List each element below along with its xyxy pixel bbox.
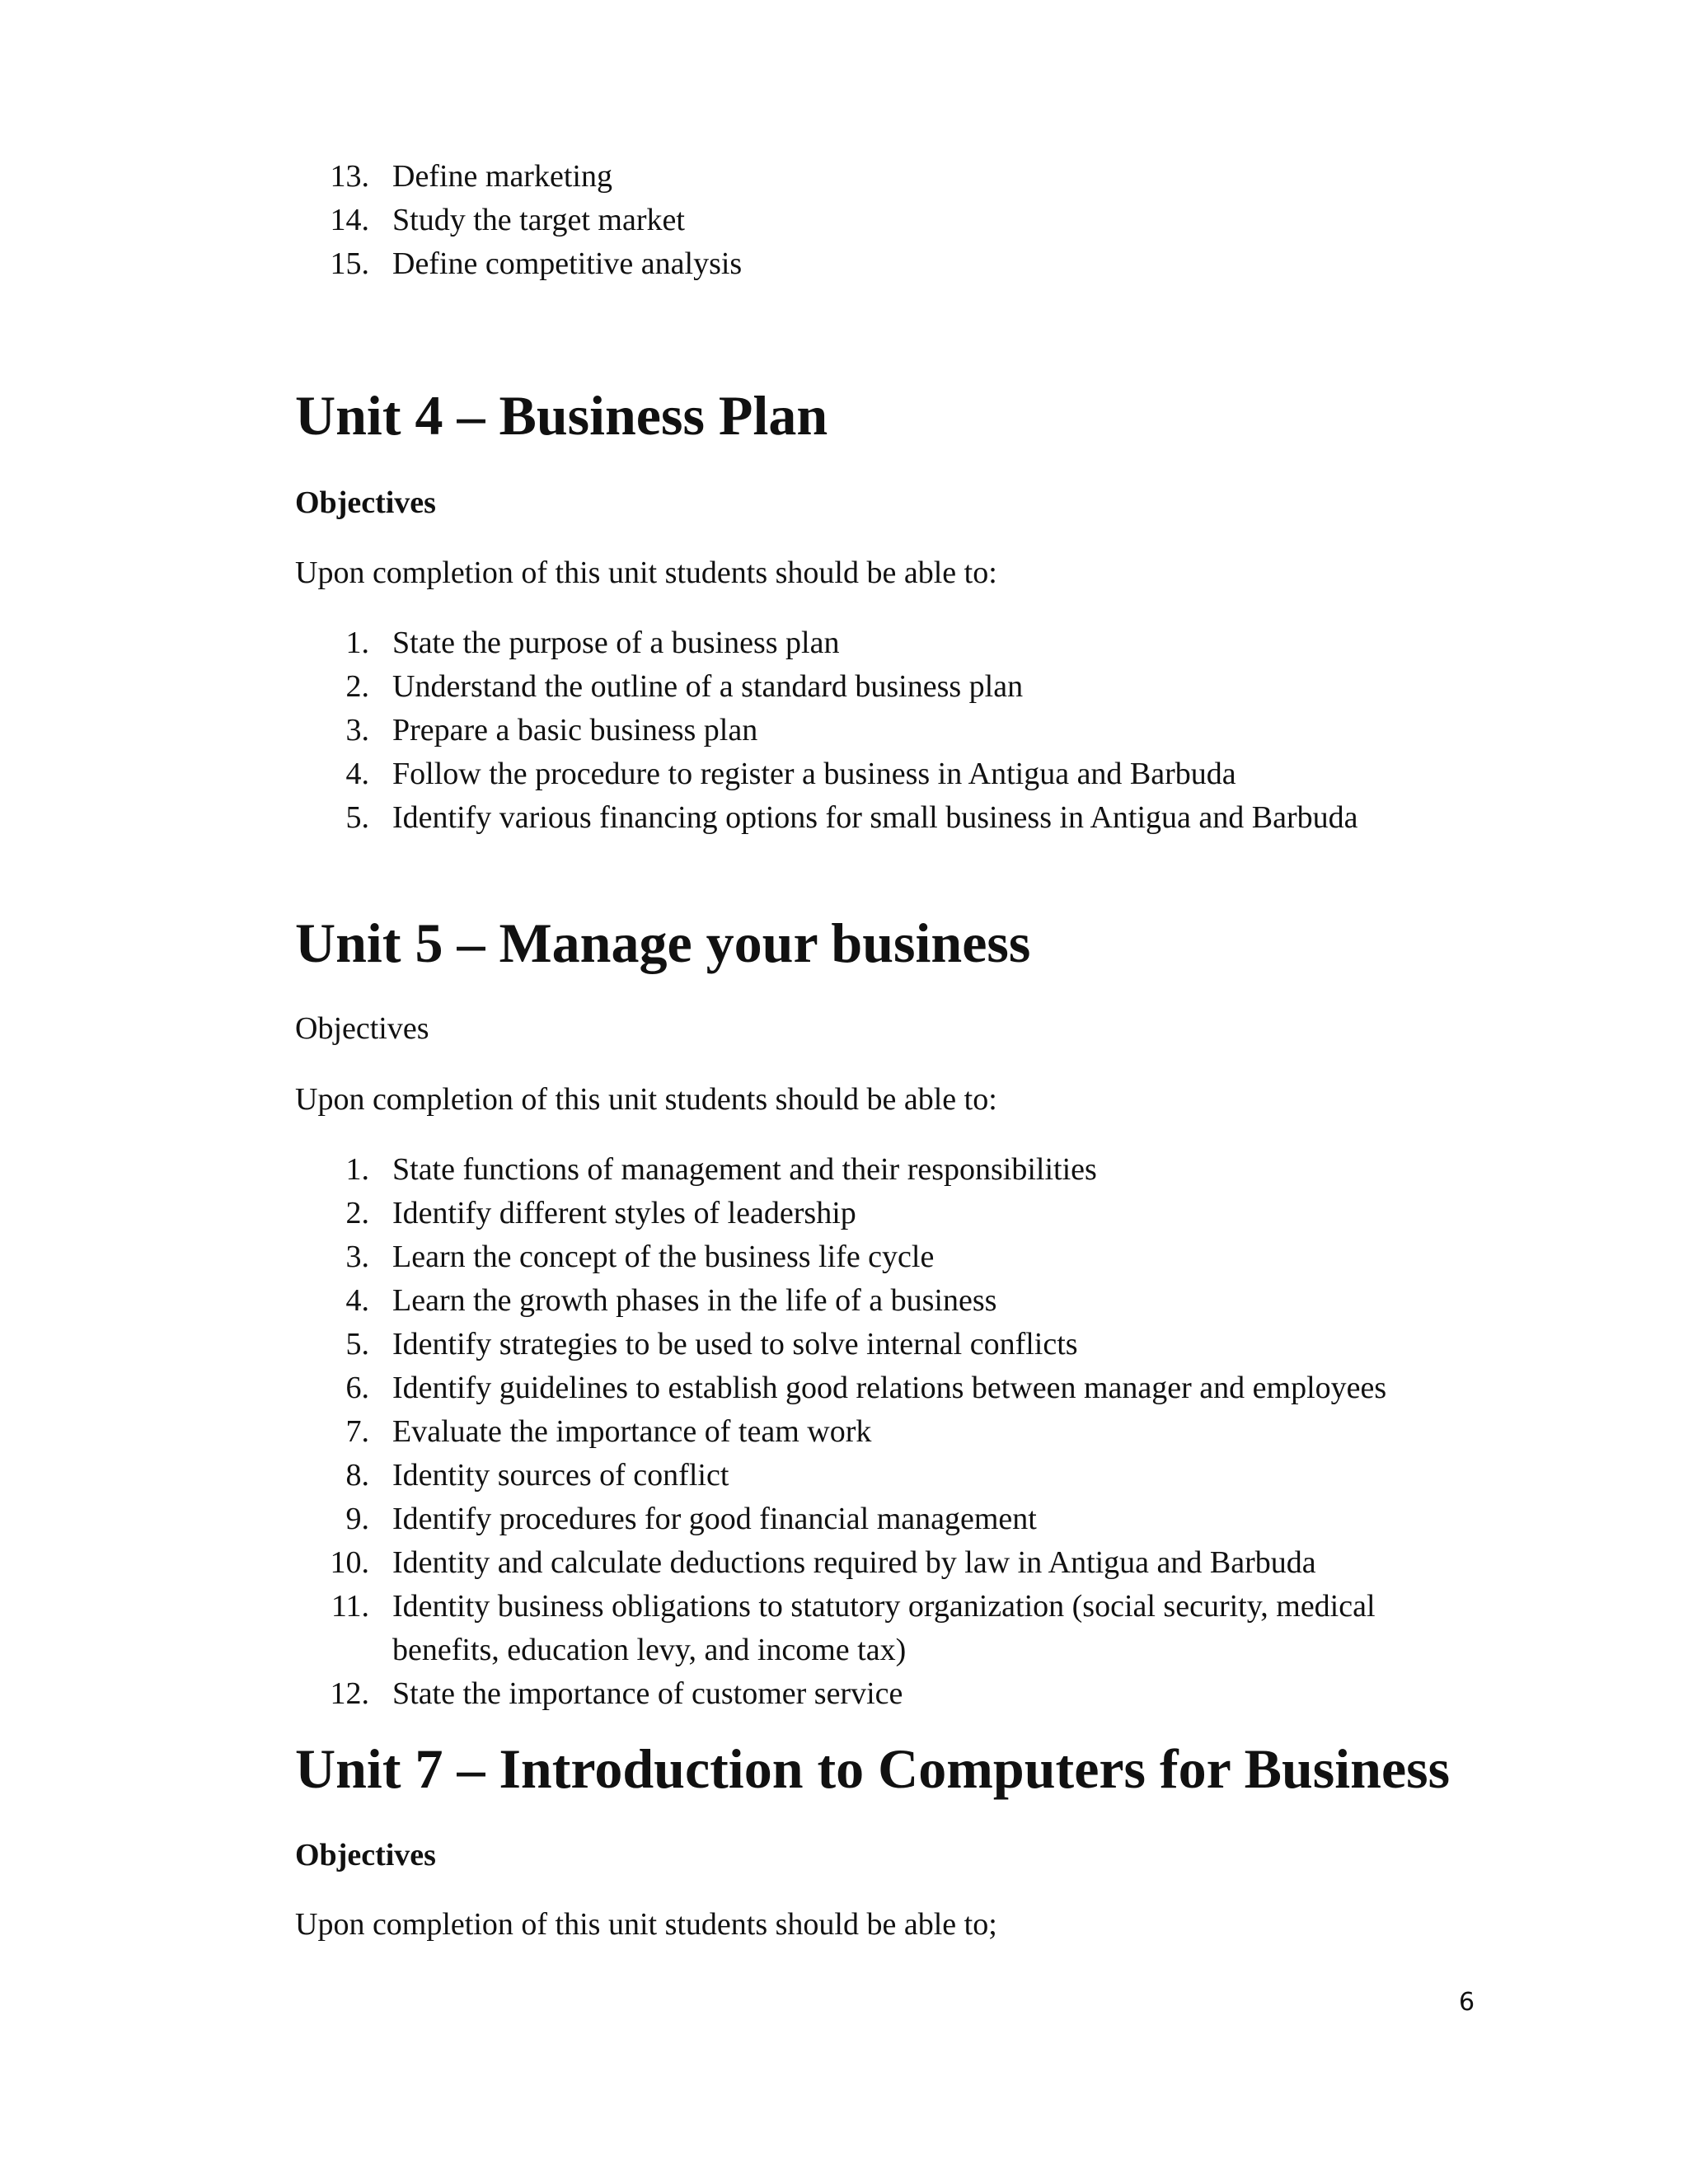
item-text: Define competitive analysis — [392, 246, 743, 281]
item-number: 2. — [345, 1196, 369, 1230]
list-item — [0, 242, 1688, 286]
item-number: 6. — [345, 1371, 369, 1405]
list-item — [0, 155, 1688, 199]
item-text: Evaluate the importance of team work — [392, 1414, 872, 1449]
item-text: Follow the procedure to register a business in Antigua and Barbuda — [392, 757, 1236, 791]
item-text: Identity sources of conflict — [392, 1458, 729, 1493]
list-item — [0, 1454, 1688, 1497]
item-number: 3. — [345, 1240, 369, 1274]
item-number: 1. — [345, 626, 369, 660]
item-text: Study the target market — [392, 203, 685, 237]
unit4-title: Unit 4 – Business Plan — [295, 384, 828, 447]
item-number: 4. — [345, 757, 369, 791]
item-text: State the importance of customer service — [392, 1676, 903, 1711]
unit4-intro: Upon completion of this unit students should be able to: — [295, 555, 997, 590]
list-item — [0, 1410, 1688, 1454]
item-text: Identity business obligations to statutory organization (social security, medical benefits, education levy, and income tax) — [392, 1589, 1376, 1667]
unit4-objectives-list — [0, 621, 1688, 840]
unit5-intro: Upon completion of this unit students should be able to: — [295, 1082, 997, 1117]
item-number: 13. — [330, 159, 369, 194]
item-number: 3. — [345, 713, 369, 748]
page-number: 6 — [1459, 1988, 1475, 2017]
item-number: 9. — [345, 1502, 369, 1536]
item-text: Prepare a basic business plan — [392, 713, 758, 748]
item-text: State the purpose of a business plan — [392, 626, 840, 660]
item-text: Learn the growth phases in the life of a business — [392, 1283, 997, 1318]
item-text: Identify procedures for good financial management — [392, 1502, 1037, 1536]
list-item — [0, 1235, 1688, 1279]
item-text: Identify various financing options for small business in Antigua and Barbuda — [392, 800, 1358, 835]
unit5-objectives-list — [0, 1148, 1688, 1716]
item-number: 11. — [331, 1589, 369, 1624]
item-text: Define marketing — [392, 159, 612, 194]
item-number: 12. — [330, 1676, 369, 1711]
item-number: 2. — [345, 669, 369, 704]
list-item — [0, 1497, 1688, 1541]
list-item — [0, 1585, 1688, 1672]
item-number: 14. — [330, 203, 369, 237]
item-number: 5. — [345, 1327, 369, 1361]
list-item — [0, 199, 1688, 242]
item-number: 1. — [345, 1152, 369, 1187]
item-text: Identify different styles of leadership — [392, 1196, 856, 1230]
item-text: State functions of management and their responsibilities — [392, 1152, 1097, 1187]
unit7-title: Unit 7 – Introduction to Computers for Business — [295, 1737, 1451, 1800]
item-text: Identify strategies to be used to solve internal conflicts — [392, 1327, 1078, 1361]
list-item — [0, 709, 1688, 752]
list-item — [0, 1672, 1688, 1716]
list-item — [0, 1148, 1688, 1192]
item-text: Identity and calculate deductions required by law in Antigua and Barbuda — [392, 1545, 1316, 1580]
list-item — [0, 1366, 1688, 1410]
list-item — [0, 752, 1688, 796]
list-item — [0, 1541, 1688, 1585]
item-number: 4. — [345, 1283, 369, 1318]
unit4-objectives-heading: Objectives — [295, 485, 436, 520]
continued-objectives-list — [0, 155, 1688, 286]
item-text: Learn the concept of the business life cycle — [392, 1240, 935, 1274]
item-number: 15. — [330, 246, 369, 281]
list-item — [0, 665, 1688, 709]
unit5-objectives-heading: Objectives — [295, 1011, 429, 1046]
item-number: 10. — [330, 1545, 369, 1580]
item-number: 8. — [345, 1458, 369, 1493]
unit5-title: Unit 5 – Manage your business — [295, 912, 1031, 974]
list-item — [0, 1192, 1688, 1235]
unit7-intro: Upon completion of this unit students should be able to; — [295, 1907, 997, 1942]
list-item — [0, 1279, 1688, 1323]
item-text: Identify guidelines to establish good relations between manager and employees — [392, 1371, 1387, 1405]
unit7-objectives-heading: Objectives — [295, 1838, 436, 1872]
list-item — [0, 796, 1688, 840]
list-item — [0, 621, 1688, 665]
list-item — [0, 1323, 1688, 1366]
item-number: 5. — [345, 800, 369, 835]
item-text: Understand the outline of a standard business plan — [392, 669, 1024, 704]
item-number: 7. — [345, 1414, 369, 1449]
